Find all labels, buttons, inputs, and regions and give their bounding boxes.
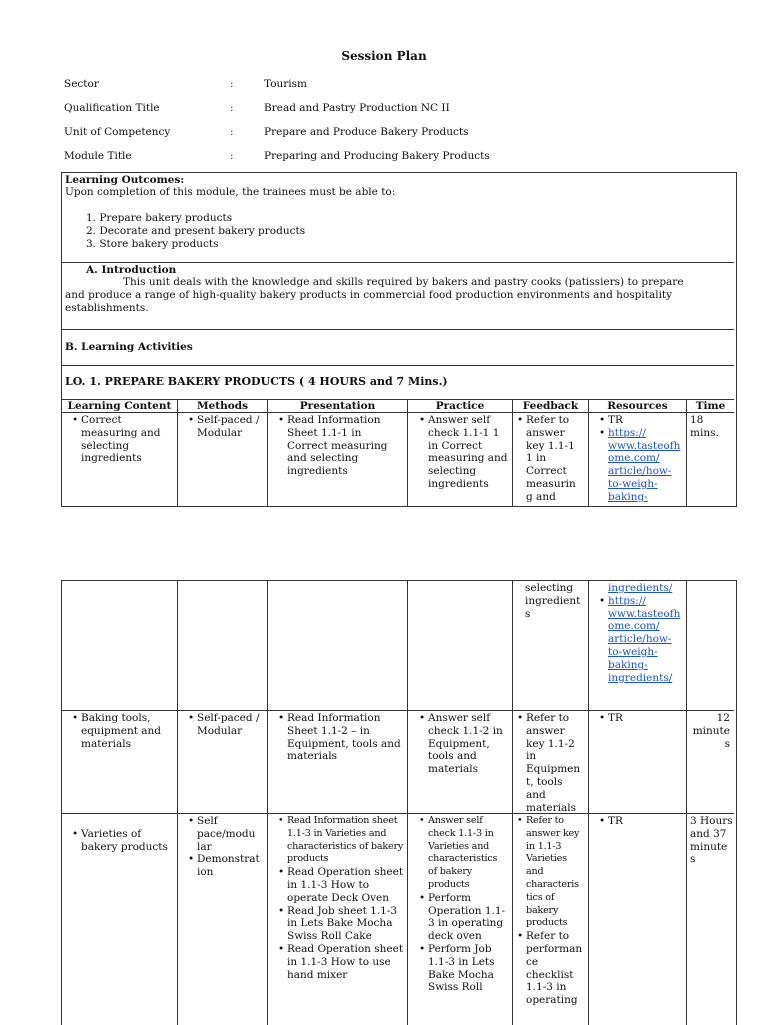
practice-item: • Answer self check 1.1-3 in Varieties and characteristics of bakery products [417,815,509,892]
header-practice: Practice [435,400,485,412]
page-title: Session Plan [341,49,427,63]
header-divider [62,412,734,413]
methods-cell: • Self-paced / Modular [186,414,262,440]
time-cell-wrap [690,414,730,440]
learning-outcomes-section [62,173,734,263]
header-time: Time [695,400,726,412]
learning-outcomes-list [86,212,305,250]
lo-heading: LO. 1. PREPARE BAKERY PRODUCTS ( 4 HOURS and 7 Mins.) [65,375,448,388]
meta-colon: : [230,78,234,90]
column-divider [407,400,408,506]
feedback-cell: • Refer to answer key 1.1-2 in Equipmen t, tools and materials [515,712,581,814]
resource-link[interactable]: https:// www.tasteofh ome.com/ article/how- to-weigh- baking- ingredients/ [608,594,681,684]
practice-cell: • Answer self check 1.1-2 in Equipment, tools and materials [417,712,509,776]
header-resources: Resources [607,400,668,412]
resource-link-continued [597,582,683,595]
presentation-item: • Read Information sheet 1.1-3 in Varieties and characteristics of bakery products [276,815,404,866]
meta-row-qualification [64,102,724,126]
learning-activities-section [62,330,734,366]
feedback-cell-wrap [515,414,581,504]
meta-value: Preparing and Producing Bakery Products [264,150,490,162]
resources-cell-wrap [597,414,683,504]
row-divider [62,813,734,814]
feedback-cell-continued: selecting ingredient s [525,582,581,620]
presentation-cell: • Read Information Sheet 1.1-1 in Correct measuring and selecting ingredients [276,414,404,478]
introduction-text: This unit deals with the knowledge and skills required by bakers and pastry cooks (patissiers) to prepare and produce a range of high-quality bakery products in commercial food production environments and hospitality establishments. [65,276,684,314]
methods-cell: • Self-paced / Modular [186,712,262,738]
resources-cell-wrap [597,712,683,725]
column-divider [177,581,178,1025]
methods-cell-wrap [186,712,262,738]
feedback-cell-wrap [515,712,581,814]
time-cell: 18 mins. [690,414,719,439]
meta-value: Prepare and Produce Bakery Products [264,126,469,138]
module-info [64,78,724,174]
presentation-cell: • Read Information Sheet 1.1-2 – in Equipment, tools and materials [276,712,404,763]
learning-content-cell: • Correct measuring and selecting ingredients [70,414,170,465]
feedback-item: • Refer to answer key in 1.1-3 Varieties and characteris tics of bakery products [515,815,583,930]
practice-cell-wrap [417,815,509,994]
resource-item: • TR [597,712,683,725]
column-divider [512,400,513,506]
lo-section [62,366,734,400]
practice-cell: • Answer self check 1.1-1 1 in Correct measuring and selecting ingredients [417,414,509,491]
table-row [70,828,170,854]
methods-cell-wrap [186,414,262,440]
meta-label: Unit of Competency [64,126,171,138]
meta-row-module [64,150,724,174]
session-table-page-2 [61,580,737,1025]
header-feedback: Feedback [522,400,579,412]
presentation-item: • Read Operation sheet in 1.1-3 How to operate Deck Oven [276,866,404,904]
resource-link-item [597,595,683,685]
resources-cell-wrap [597,815,683,828]
column-divider [267,400,268,506]
column-divider [407,581,408,1025]
resource-link-item [597,427,683,504]
meta-label: Sector [64,78,99,90]
resource-link[interactable]: ingredients/ [608,582,673,594]
meta-colon: : [230,150,234,162]
meta-colon: : [230,102,234,114]
presentation-cell-wrap [276,815,404,981]
meta-colon: : [230,126,234,138]
table-row [70,712,172,750]
list-item: 2. Decorate and present bakery products [86,224,306,237]
header-presentation: Presentation [299,400,376,412]
resource-link[interactable]: https:// www.tasteofh ome.com/ article/how- to-weigh- baking- [608,426,681,503]
presentation-item: • Read Job sheet 1.1-3 in Lets Bake Mocha Swiss Roll Cake [276,905,404,943]
practice-item: • Perform Operation 1.1-3 in operating deck oven [417,892,509,943]
feedback-cell-wrap [515,815,583,1007]
list-item: 1. Prepare bakery products [86,212,233,224]
learning-content-cell: • Varieties of bakery products [70,828,170,854]
time-cell: 12 minute s [692,712,730,750]
meta-row-sector [64,78,724,102]
presentation-cell-wrap [276,712,404,763]
learning-content-cell: • Baking tools, equipment and materials [70,712,172,750]
presentation-cell-wrap [276,414,404,478]
column-divider [588,400,589,506]
row-divider [62,710,734,711]
column-divider [686,400,687,506]
feedback-item: • Refer to performan ce checklist 1.1-3 in operating [515,930,583,1007]
meta-value: Tourism [264,78,307,90]
column-divider [686,581,687,1025]
presentation-item: • Read Operation sheet in 1.1-3 How to use hand mixer [276,943,404,981]
introduction-heading: A. Introduction [86,264,177,276]
feedback-cell: • Refer to answer key 1.1-1 1 in Correct measurin g and [515,414,581,504]
resource-item: • TR [597,414,683,427]
table-row [70,414,170,465]
learning-outcomes-lead: Upon completion of this module, the trainees must be able to: [65,186,396,198]
column-divider [512,581,513,1025]
column-divider [177,400,178,506]
practice-cell-wrap [417,414,509,491]
header-learning-content: Learning Content [67,400,172,412]
list-item: 3. Store bakery products [86,237,219,250]
methods-cell-wrap [186,815,262,879]
time-cell: 3 Hours and 37 minute s [690,815,733,866]
resource-item: • TR [597,815,683,828]
meta-label: Qualification Title [64,102,160,114]
header-methods: Methods [196,400,249,412]
practice-cell-wrap [417,712,509,776]
column-divider [267,581,268,1025]
meta-row-competency [64,126,724,150]
meta-label: Module Title [64,150,132,162]
methods-item: • Self pace/modu lar [186,815,262,853]
learning-outcomes-heading: Learning Outcomes: [65,174,185,186]
learning-activities-heading: B. Learning Activities [65,341,193,353]
meta-value: Bread and Pastry Production NC II [264,102,450,114]
column-divider [588,581,589,1025]
resources-cell-continued [597,582,683,684]
methods-item: • Demonstrat ion [186,853,262,879]
session-table-page-1 [61,172,737,507]
practice-item: • Perform Job 1.1-3 in Lets Bake Mocha Swiss Roll [417,943,509,994]
introduction-section [62,263,734,330]
